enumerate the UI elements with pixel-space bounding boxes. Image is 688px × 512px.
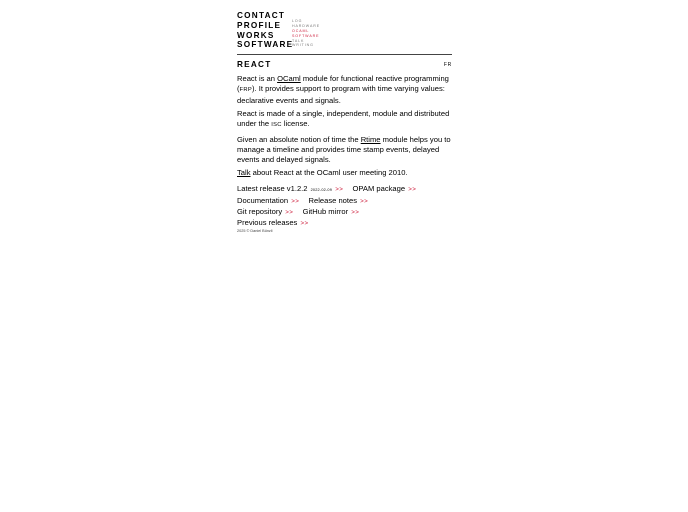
frp-abbr: FRP: [239, 86, 253, 93]
top-navigation: [237, 11, 452, 49]
subnav-software[interactable]: SOFTWARE: [292, 33, 320, 38]
latest-release-link[interactable]: >>: [335, 186, 344, 194]
subnav-hardware[interactable]: HARDWARE: [292, 23, 321, 28]
intro-text-b: module for functional reactive programming (: [237, 74, 449, 93]
subnav-talk[interactable]: TALK: [292, 38, 305, 43]
documentation-label: Documentation: [237, 195, 289, 205]
github-mirror-link[interactable]: >>: [351, 208, 360, 216]
footer-copyright: 2025 © Daniel Bünzli: [237, 229, 273, 233]
subnav-ocaml[interactable]: OCAML: [292, 28, 310, 33]
list-item: [237, 218, 452, 229]
talk-text: about React at the OCaml user meeting 2010.: [250, 168, 408, 178]
page-header: [237, 11, 452, 49]
isc-abbr: ISC: [271, 122, 282, 129]
intro-text-c: ). It provides support to program with time varying values: declarative events and signals.: [237, 83, 445, 105]
git-repository-label: Git repository: [237, 206, 283, 216]
rtime-paragraph: [237, 135, 452, 164]
rtime-text-a: Given an absolute notion of time the: [237, 134, 361, 144]
rtime-text-b: module helps you to manage a timeline and provides time stamp events, delayed events and delayed signals.: [237, 134, 451, 164]
license-paragraph: [237, 109, 452, 131]
nav-contact[interactable]: CONTACT: [237, 11, 286, 20]
latest-release-label: Latest release v1.2.2: [237, 184, 308, 194]
list-item: [237, 196, 452, 207]
language-link-fr[interactable]: FR: [443, 62, 452, 68]
talk-paragraph: [237, 168, 452, 178]
documentation-link[interactable]: >>: [291, 197, 300, 205]
intro-paragraph: [237, 74, 452, 105]
previous-releases-label: Previous releases: [237, 217, 298, 227]
opam-link[interactable]: >>: [408, 186, 417, 194]
nav-software[interactable]: SOFTWARE: [237, 40, 294, 50]
main-content: [237, 74, 452, 228]
release-links: [237, 184, 452, 228]
opam-label: OPAM package: [352, 184, 406, 194]
release-date: 2022-02-09: [310, 188, 333, 193]
nav-works[interactable]: WORKS: [237, 30, 275, 40]
header-divider: [237, 54, 452, 55]
title-bar: [237, 60, 452, 72]
list-item: [237, 207, 452, 218]
release-notes-link[interactable]: >>: [360, 197, 369, 205]
ocaml-link[interactable]: OCaml: [277, 74, 301, 83]
intro-text-a: React is an: [237, 74, 278, 83]
previous-releases-link[interactable]: >>: [300, 219, 309, 227]
talk-link[interactable]: Talk: [237, 168, 251, 178]
git-repository-link[interactable]: >>: [285, 208, 294, 216]
subnav-log[interactable]: LOG: [292, 19, 303, 23]
nav-profile[interactable]: PROFILE: [237, 20, 282, 30]
sub-nav: [292, 19, 320, 48]
main-nav: [237, 11, 293, 50]
page-title: REACT: [237, 60, 272, 69]
rtime-link[interactable]: Rtime: [360, 134, 381, 144]
subnav-writing[interactable]: WRITING: [292, 43, 314, 48]
license-text-b: license.: [281, 119, 310, 129]
github-mirror-label: GitHub mirror: [302, 206, 349, 216]
release-notes-label: Release notes: [308, 195, 358, 205]
license-text-a: React is made of a single, independent, module and distributed under the: [237, 109, 450, 129]
list-item: [237, 184, 452, 196]
